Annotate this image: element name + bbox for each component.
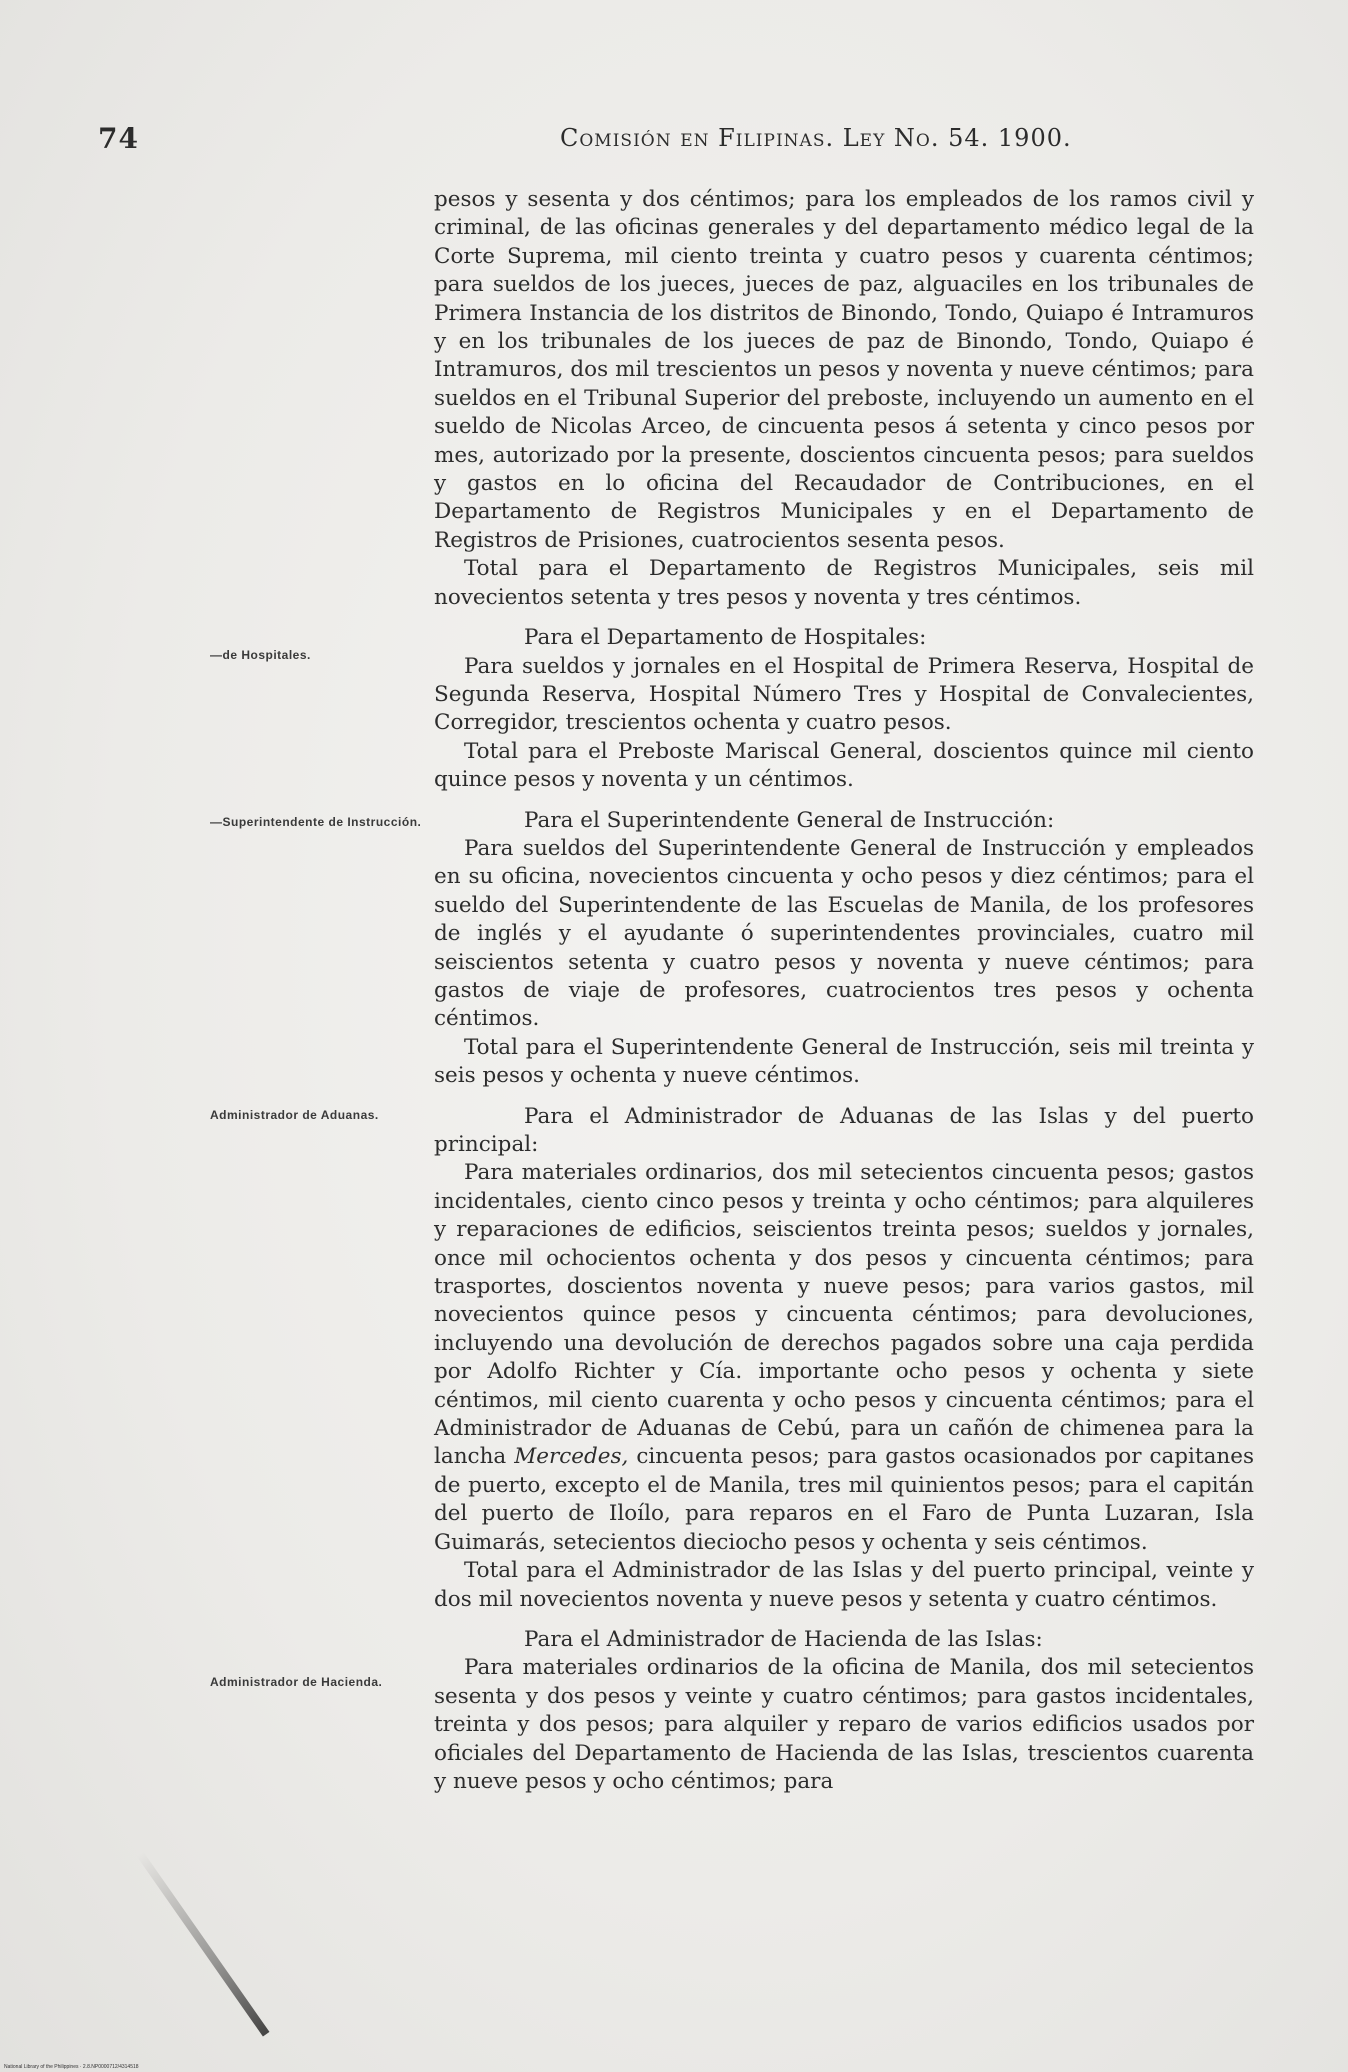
- page-crease: [137, 1852, 270, 2037]
- section-heading: Para el Administrador de Hacienda de las Islas:: [524, 1626, 1043, 1652]
- running-head: Comisión en Filipinas. Ley No. 54. 1900.: [560, 124, 1072, 152]
- paragraph: pesos y sesenta y dos céntimos; para los empleados de los ramos civil y criminal, de las oficinas generales y del departamento médico legal de la Corte Suprema, mil ciento treinta y cuatro pesos y cuarenta céntimos; para sueldos de los jueces, jueces de paz, alguaciles en los tribunales de Primera Instancia de los distritos de Binondo, Tondo, Quiapo é Intramuros y en los tribunales de los jueces de paz de Binondo, Tondo, Quiapo é Intramuros, dos mil trescientos un pesos y noventa y nueve céntimos; para sueldos en el Tribunal Superior del preboste, incluyendo un aumento en el sueldo de Nicolas Arceo, de cincuenta pesos á setenta y cinco pesos por mes, autorizado por la presente, doscientos cincuenta pesos; para sueldos y gastos en lo oficina del Recaudador de Contribuciones, en el Departamento de Registros Municipales y en el Departamento de Registros de Prisiones, cuatrocientos sesenta pesos.: [434, 187, 1254, 553]
- section-heading: Para el Administrador de Aduanas de las Islas y del puerto principal:: [434, 1103, 1254, 1157]
- paragraph: Total para el Superintendente General de Instrucción, seis mil treinta y seis pesos y ochenta y nueve céntimos.: [434, 1034, 1254, 1089]
- paragraph-text: cincuenta pesos; para gastos ocasionados por capitanes de puerto, excepto el de Manila, tres mil quinientos pesos; para el capitán del puerto de Iloílo, para reparos en el Faro de Punta Luzaran, Isla Guimarás, setecientos dieciocho pesos y ochenta y seis céntimos.: [434, 1444, 1254, 1555]
- paragraph: Total para el Departamento de Registros Municipales, seis mil novecientos setenta y tres pesos y noventa y tres céntimos.: [434, 556, 1254, 610]
- margin-note-aduanas: Administrador de Aduanas.: [210, 1108, 379, 1122]
- paragraph: Para materiales ordinarios de la oficina de Manila, dos mil setecientos sesenta y dos pesos y veinte y cuatro céntimos; para gastos incidentales, treinta y dos pesos; para alquiler y reparo de varios edificios usados por oficiales del Departamento de Hacienda de las Islas, trescientos cuarenta y nueve pesos y ocho céntimos; para: [434, 1655, 1254, 1794]
- section-heading: Para el Superintendente General de Instrucción:: [524, 807, 1055, 833]
- paragraph: [434, 1159, 1254, 1557]
- paragraph: Total para el Administrador de las Islas y del puerto principal, veinte y dos mil novecientos noventa y nueve pesos y setenta y cuatro céntimos.: [434, 1558, 1254, 1612]
- paragraph: Para sueldos del Superintendente General de Instrucción y empleados en su oficina, novecientos cincuenta y ocho pesos y diez céntimos; para el sueldo del Superintendente de las Escuelas de Manila, de los profesores de inglés y el ayudante ó superintendentes provinciales, cuatro mil seiscientos setenta y cuatro pesos y noventa y nueve céntimos; para gastos de viaje de profesores, cuatrocientos tres pesos y ochenta céntimos.: [434, 835, 1254, 1032]
- paragraph: Total para el Preboste Mariscal General, doscientos quince mil ciento quince pesos y noventa y un céntimos.: [434, 738, 1254, 793]
- margin-note-hospitales: —de Hospitales.: [210, 648, 311, 662]
- vessel-name: Mercedes,: [514, 1444, 629, 1470]
- scan-footer: National Library of the Philippines · 2.8.NP0000712/4314518: [4, 2064, 139, 2070]
- paragraph: Para sueldos y jornales en el Hospital de Primera Reserva, Hospital de Segunda Reserva, Hospital Número Tres y Hospital de Convalecientes, Corregidor, trescientos ochenta y cuatro pesos.: [434, 653, 1254, 736]
- margin-note-instruccion: —Superintendente de Instrucción.: [210, 815, 422, 829]
- paragraph-text: Para materiales ordinarios, dos mil setecientos cincuenta pesos; gastos incidentales, ciento cinco pesos y treinta y ocho céntimos; para alquileres y reparaciones de edificios, seiscientos treinta pesos; sueldos y jornales, once mil ochocientos ochenta y dos pesos y cincuenta céntimos; para trasportes, doscientos noventa y nueve pesos; para varios gastos, mil novecientos quince pesos y cincuenta céntimos; para devoluciones, incluyendo una devolución de derechos pagados sobre una caja perdida por Adolfo Richter y Cía. importante ocho pesos y ochenta y siete céntimos, mil ciento cuarenta y ocho pesos y cincuenta céntimos; para el Administrador de Aduanas de Cebú, para un cañón de chimenea para la lancha: [434, 1160, 1254, 1470]
- page-number: 74: [98, 122, 139, 155]
- margin-note-hacienda: Administrador de Hacienda.: [210, 1675, 383, 1689]
- section-heading: Para el Departamento de Hospitales:: [524, 625, 927, 651]
- body-text: [434, 186, 1254, 1796]
